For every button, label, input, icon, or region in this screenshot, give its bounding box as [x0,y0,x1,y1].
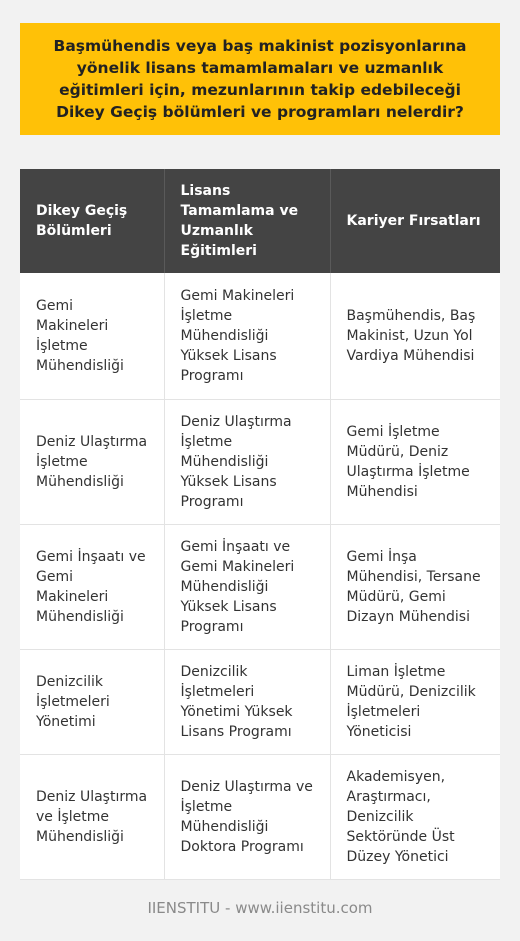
career-cell: Gemi İşletme Müdürü, Deniz Ulaştırma İşletme Mühendisi [330,399,500,524]
department-cell: Gemi İnşaatı ve Gemi Makineleri Mühendisliği [20,524,164,649]
program-cell: Gemi İnşaatı ve Gemi Makineleri Mühendisliği Yüksek Lisans Programı [164,524,330,649]
program-cell: Gemi Makineleri İşletme Mühendisliği Yüksek Lisans Programı [164,273,330,399]
department-cell: Deniz Ulaştırma İşletme Mühendisliği [20,399,164,524]
header-degree-programs: Lisans Tamamlama ve Uzmanlık Eğitimleri [164,169,330,273]
program-cell: Deniz Ulaştırma ve İşletme Mühendisliği Doktora Programı [164,754,330,879]
career-cell: Liman İşletme Müdürü, Denizcilik İşletmeleri Yöneticisi [330,649,500,754]
table-header-row [20,169,500,273]
career-cell: Akademisyen, Araştırmacı, Denizcilik Sektöründe Üst Düzey Yönetici [330,754,500,879]
table-row [20,754,500,879]
department-cell: Denizcilik İşletmeleri Yönetimi [20,649,164,754]
program-cell: Denizcilik İşletmeleri Yönetimi Yüksek Lisans Programı [164,649,330,754]
table-row [20,399,500,524]
question-banner [20,23,500,135]
header-career-opportunities: Kariyer Fırsatları [330,169,500,273]
program-cell: Deniz Ulaştırma İşletme Mühendisliği Yüksek Lisans Programı [164,399,330,524]
department-cell: Gemi Makineleri İşletme Mühendisliği [20,273,164,399]
table-row [20,524,500,649]
table-row [20,273,500,399]
career-cell: Gemi İnşa Mühendisi, Tersane Müdürü, Gemi Dizayn Mühendisi [330,524,500,649]
question-title: Başmühendis veya baş makinist pozisyonlarına yönelik lisans tamamlamaları ve uzmanlık eğitimleri için, mezunlarının takip edebileceği Dikey Geçiş bölümleri ve programları nelerdir? [53,37,467,121]
header-vertical-transfer-departments: Dikey Geçiş Bölümleri [20,169,164,273]
table-row [20,649,500,754]
footer-credit: IIENSTITU - www.iienstitu.com [147,899,373,917]
career-cell: Başmühendis, Baş Makinist, Uzun Yol Vardiya Mühendisi [330,273,500,399]
programs-table [20,169,500,880]
department-cell: Deniz Ulaştırma ve İşletme Mühendisliği [20,754,164,879]
